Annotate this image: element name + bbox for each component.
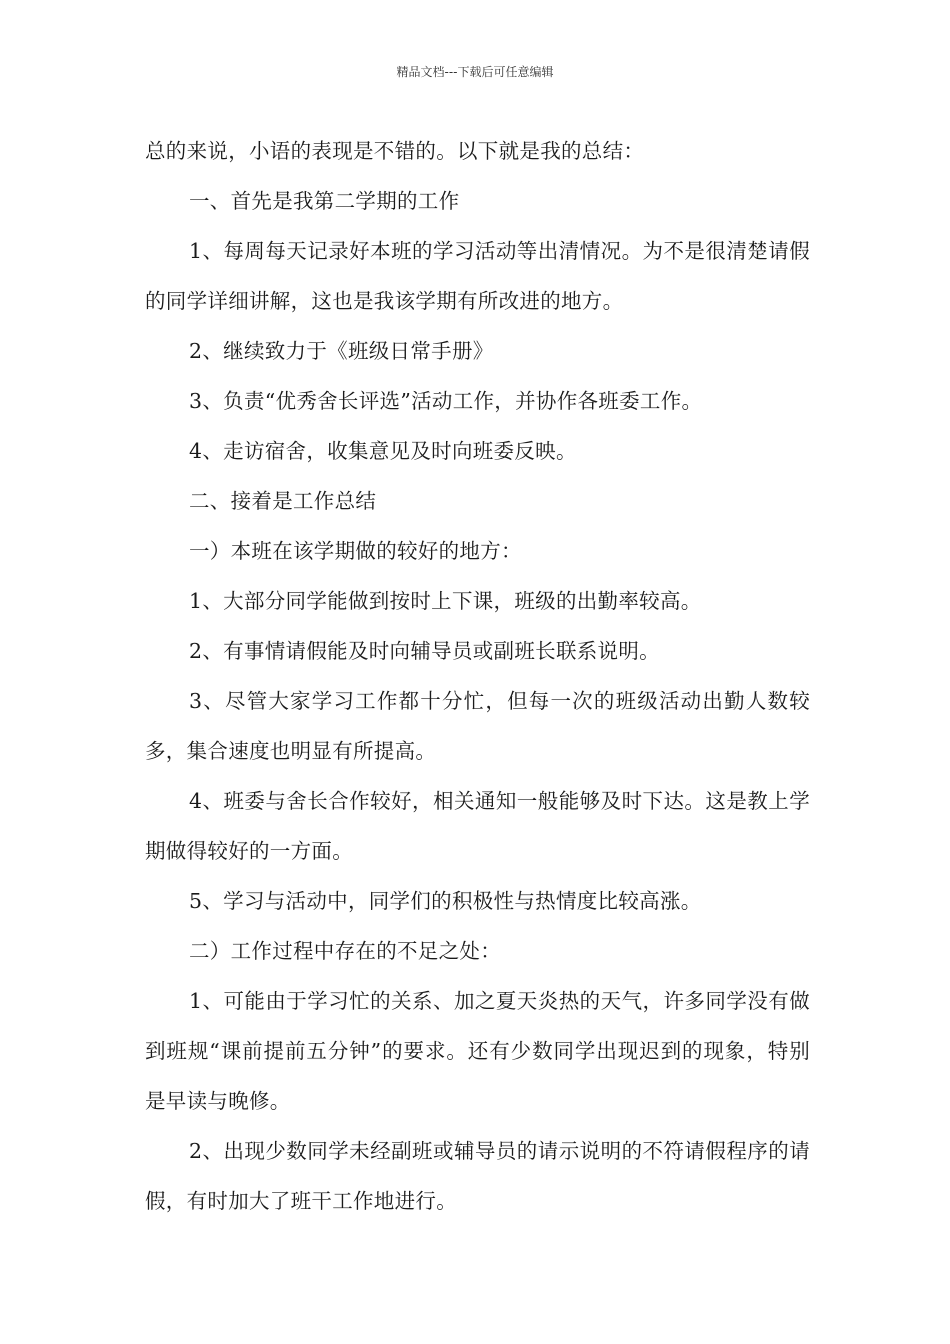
paragraph-item: 4、班委与舍长合作较好，相关通知一般能够及时下达。这是教上学期做得较好的一方面。 [145,789,810,863]
paragraph-item: 4、走访宿舍，收集意见及时向班委反映。 [189,439,577,463]
paragraph-item: 1、可能由于学习忙的关系、加之夏天炎热的天气，许多同学没有做到班规“课前提前五分钟”的要求。还有少数同学出现迟到的现象，特别是早读与晚修。 [145,989,810,1113]
heading-section-2: 二、接着是工作总结 [189,489,377,513]
paragraph-item: 3、负责“优秀舍长评选”活动工作，并协作各班委工作。 [189,389,703,413]
page-header-watermark: 精品文档---下载后可任意编辑 [396,65,554,79]
subheading-strengths: 一）本班在该学期做的较好的地方： [189,539,522,563]
paragraph-item: 2、有事情请假能及时向辅导员或副班长联系说明。 [189,639,660,663]
subheading-shortcomings: 二）工作过程中存在的不足之处： [189,939,501,963]
paragraph-item: 3、尽管大家学习工作都十分忙，但每一次的班级活动出勤人数较多，集合速度也明显有所提高。 [145,689,810,763]
paragraph-item: 1、每周每天记录好本班的学习活动等出清情况。为不是很清楚请假的同学详细讲解，这也是我该学期有所改进的地方。 [145,239,810,313]
heading-section-1: 一、首先是我第二学期的工作 [189,189,460,213]
document-body [145,126,810,1226]
paragraph-item: 5、学习与活动中，同学们的积极性与热情度比较高涨。 [189,889,702,913]
paragraph-item: 2、出现少数同学未经副班或辅导员的请示说明的不符请假程序的请假，有时加大了班干工作地进行。 [145,1139,810,1213]
paragraph-intro: 总的来说，小语的表现是不错的。以下就是我的总结： [145,139,645,163]
paragraph-item: 1、大部分同学能做到按时上下课，班级的出勤率较高。 [189,589,702,613]
paragraph-item: 2、继续致力于《班级日常手册》 [189,339,494,363]
